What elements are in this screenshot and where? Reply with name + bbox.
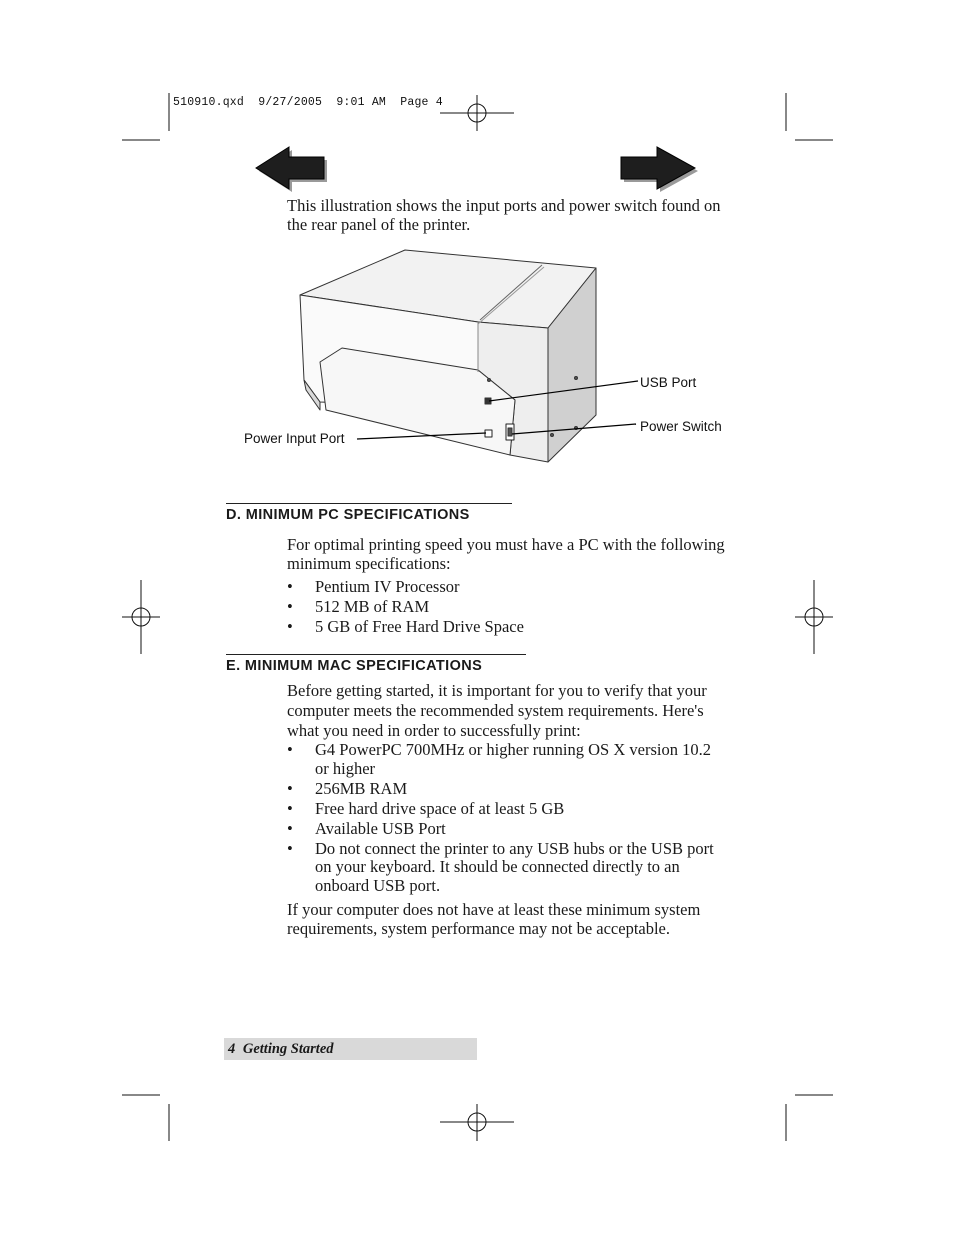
footer-section-title: Getting Started	[242, 1041, 334, 1057]
list-item: • 512 MB of RAM	[287, 598, 727, 617]
power-switch-callout: Power Switch	[640, 419, 722, 434]
list-item: • G4 PowerPC 700MHz or higher running OS X version 10.2 or higher	[287, 741, 727, 778]
mac-spec-list	[287, 741, 727, 895]
list-item: • Do not connect the printer to any USB hubs or the USB port on your keyboard. It should be connected directly to an onboard USB port.	[287, 840, 727, 896]
previous-page-button[interactable]	[253, 145, 327, 193]
power-input-port-callout: Power Input Port	[244, 431, 345, 446]
next-page-button[interactable]	[620, 145, 700, 193]
list-item: • Free hard drive space of at least 5 GB	[287, 800, 727, 819]
left-arrow-icon	[256, 147, 327, 192]
right-arrow-icon	[621, 147, 698, 192]
page-footer	[224, 1038, 477, 1060]
intro-paragraph: This illustration shows the input ports and power switch found on the rear panel of the printer.	[287, 196, 721, 234]
print-slug: 510910.qxd 9/27/2005 9:01 AM Page 4	[173, 96, 443, 109]
list-item: • 5 GB of Free Hard Drive Space	[287, 618, 727, 637]
usb-port-callout: USB Port	[640, 375, 697, 390]
pc-spec-list	[287, 578, 727, 637]
list-item: • Pentium IV Processor	[287, 578, 727, 597]
section-e-outro: If your computer does not have at least these minimum system requirements, system performance may not be acceptable.	[287, 900, 701, 938]
section-e-intro: Before getting started, it is important for you to verify that your computer meets the recommended system requirements. Here's what you need in order to successfully print:	[287, 681, 707, 740]
page-number: 4	[228, 1041, 236, 1057]
list-item: • 256MB RAM	[287, 780, 727, 799]
power-input-shape	[485, 430, 492, 437]
section-d-heading: D. MINIMUM PC SPECIFICATIONS	[226, 503, 512, 523]
section-e-heading: E. MINIMUM MAC SPECIFICATIONS	[226, 654, 526, 674]
list-item: • Available USB Port	[287, 820, 727, 839]
section-d-intro: For optimal printing speed you must have a PC with the following minimum specifications:	[287, 535, 725, 573]
